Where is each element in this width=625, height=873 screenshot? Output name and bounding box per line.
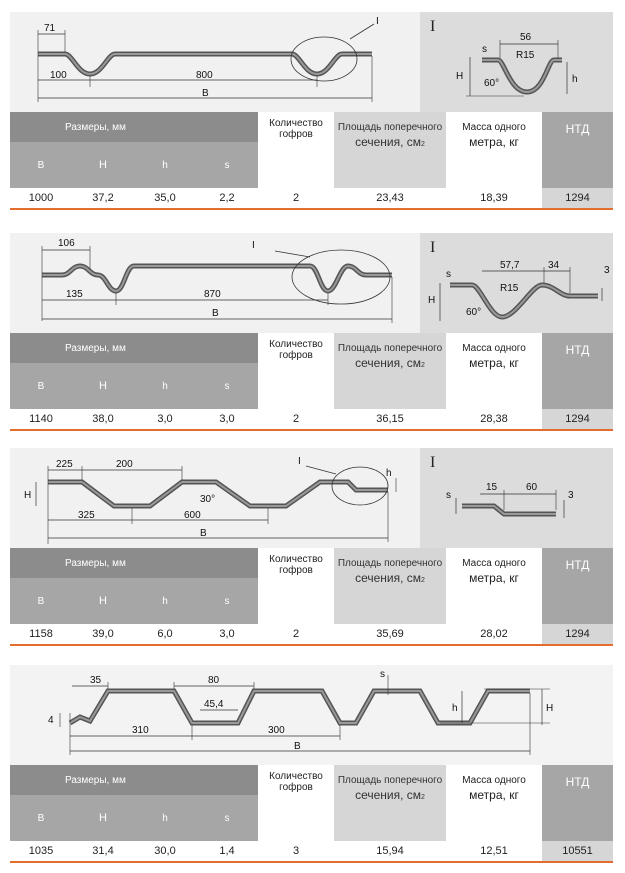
area-unit-sup: 2 [421,794,425,801]
header-area-top: Площадь поперечного [337,775,443,786]
value-area: 35,69 [376,628,404,640]
header-area [334,765,446,841]
dim-label: s [482,44,487,55]
area-unit-sup: 2 [421,577,425,584]
dim-label: 225 [56,459,73,470]
header-area [334,112,446,188]
dim-label: 870 [204,289,221,300]
header-area-top: Площадь поперечного [337,343,443,354]
header-dimensions: Размеры, мм [10,112,258,142]
header-dimensions: Размеры, мм [10,548,258,578]
header-mass-bottom: метра, кг [469,788,519,802]
area-unit-sup: 2 [421,141,425,148]
dim-label: 56 [520,32,532,43]
dim-label: 600 [184,510,201,521]
spec-table-3 [10,548,613,646]
header-mass-top: Масса одного [462,343,526,354]
spec-table-2 [10,333,613,431]
header-mass [446,765,542,841]
header-H: H [72,363,134,409]
dim-label: s [380,669,385,680]
dim-label: 60° [466,307,482,318]
value-corrugations: 2 [292,628,300,640]
profile-sketch-3 [10,448,420,548]
header-h: h [134,142,196,188]
area-unit: сечения, см [355,788,422,802]
dim-label: 325 [78,510,95,521]
dim-label: B [202,88,209,99]
header-mass-bottom: метра, кг [469,571,519,585]
value-H: 39,0 [92,628,114,640]
detail-sketch-1 [420,12,613,112]
value-ntd: 1294 [542,188,613,208]
value-s: 1,4 [219,845,235,857]
value-H: 31,4 [92,845,114,857]
detail-ref-label: I [376,16,379,27]
value-B: 1000 [28,192,54,204]
header-area [334,333,446,409]
header-area-top: Площадь поперечного [337,558,443,569]
header-B: B [10,578,72,624]
value-ntd: 10551 [542,841,613,861]
header-h: h [134,363,196,409]
header-dimensions: Размеры, мм [10,765,258,795]
value-ntd: 1294 [542,409,613,429]
dim-label: R15 [500,283,519,294]
header-H: H [72,142,134,188]
value-h: 6,0 [157,628,173,640]
header-s: s [196,578,258,624]
header-corrugations: Количество гофров [258,112,334,188]
dim-label: H [546,703,554,714]
spec-table-4 [10,765,613,863]
header-ntd: НТД [542,548,613,624]
dim-label: 100 [50,70,67,81]
header-H: H [72,795,134,841]
header-area [334,548,446,624]
dim-label: 30° [200,494,216,505]
header-mass-bottom: метра, кг [469,135,519,149]
header-s: s [196,795,258,841]
value-h: 35,0 [154,192,176,204]
dim-label: 60° [484,78,500,89]
dim-label: 3 [568,490,574,501]
header-mass-top: Масса одного [462,558,526,569]
value-corrugations: 3 [292,845,300,857]
dim-label: B [212,308,219,319]
value-mass: 12,51 [480,845,508,857]
header-mass [446,112,542,188]
header-ntd: НТД [542,112,613,188]
value-mass: 28,38 [480,413,508,425]
detail-ref-label: I [298,456,301,467]
values-row-3 [10,624,613,646]
detail-roman: I [430,18,436,35]
header-mass-top: Масса одного [462,775,526,786]
detail-view-1 [420,12,613,112]
header-ntd: НТД [542,765,613,841]
header-s: s [196,363,258,409]
header-s: s [196,142,258,188]
dim-label: 15 [486,482,498,493]
values-row-1 [10,188,613,210]
dim-label: H [456,71,464,82]
header-h: h [134,795,196,841]
value-corrugations: 2 [292,192,300,204]
value-area: 23,43 [376,192,404,204]
header-ntd: НТД [542,333,613,409]
dim-label: 4 [48,715,54,726]
value-H: 37,2 [92,192,114,204]
header-area-top: Площадь поперечного [337,122,443,133]
dim-label: h [386,468,392,479]
value-mass: 18,39 [480,192,508,204]
dim-label: 45,4 [204,699,224,710]
profile-drawing-4 [10,665,613,765]
header-area-bottom [355,137,425,150]
dim-label: 34 [548,260,560,271]
value-s: 2,2 [219,192,235,204]
dim-label: R15 [516,50,535,61]
dim-label: B [200,528,207,539]
header-B: B [10,142,72,188]
dim-label: 800 [196,70,213,81]
value-area: 15,94 [376,845,404,857]
values-row-2 [10,409,613,431]
dim-label: H [428,295,436,306]
profile-sketch-1 [10,12,420,112]
detail-sketch-3 [420,448,613,548]
dim-label: H [24,490,32,501]
value-B: 1140 [29,413,53,425]
value-corrugations: 2 [292,413,300,425]
header-corrugations: Количество гофров [258,765,334,841]
value-B: 1035 [28,845,54,857]
header-mass [446,548,542,624]
header-corrugations: Количество гофров [258,333,334,409]
header-B: B [10,795,72,841]
header-mass-bottom: метра, кг [469,356,519,370]
detail-view-3 [420,448,613,548]
value-h: 30,0 [154,845,176,857]
profile-sketch-4 [10,665,613,765]
header-h: h [134,578,196,624]
dim-label: 57,7 [500,260,520,271]
detail-sketch-2 [420,233,613,333]
value-s: 3,0 [219,628,235,640]
value-B: 1158 [29,628,53,640]
header-corrugations: Количество гофров [258,548,334,624]
value-mass: 28,02 [480,628,508,640]
dim-label: 300 [268,725,285,736]
profile-sketch-2 [10,233,420,333]
dim-label: 80 [208,675,220,686]
dim-label: s [446,490,451,501]
header-B: B [10,363,72,409]
header-area-bottom [355,358,425,371]
dim-label: B [294,741,301,752]
area-unit: сечения, см [355,356,422,370]
header-mass-top: Масса одного [462,122,526,133]
values-row-4 [10,841,613,863]
value-H: 38,0 [92,413,114,425]
dim-label: h [452,703,458,714]
header-area-bottom [355,573,425,586]
dim-label: 135 [66,289,83,300]
detail-roman: I [430,454,436,471]
profile-drawing-1 [10,12,613,112]
dim-label: 106 [58,238,75,249]
value-h: 3,0 [157,413,173,425]
area-unit-sup: 2 [421,362,425,369]
area-unit: сечения, см [355,571,422,585]
detail-roman: I [430,239,436,256]
dim-label: 71 [44,23,56,34]
dim-label: h [572,74,578,85]
profile-drawing-3 [10,448,613,548]
header-mass [446,333,542,409]
value-s: 3,0 [219,413,235,425]
dim-label: 60 [526,482,538,493]
header-dimensions: Размеры, мм [10,333,258,363]
dim-label: 35 [90,675,102,686]
dim-label: 310 [132,725,149,736]
header-area-bottom [355,790,425,803]
value-ntd: 1294 [542,624,613,644]
detail-ref-label: I [252,240,255,251]
dim-label: 200 [116,459,133,470]
detail-view-2 [420,233,613,333]
dim-label: 3 [604,265,610,276]
area-unit: сечения, см [355,135,422,149]
dim-label: s [446,269,451,280]
value-area: 36,15 [376,413,404,425]
spec-table-1 [10,112,613,210]
profile-drawing-2 [10,233,613,333]
header-H: H [72,578,134,624]
